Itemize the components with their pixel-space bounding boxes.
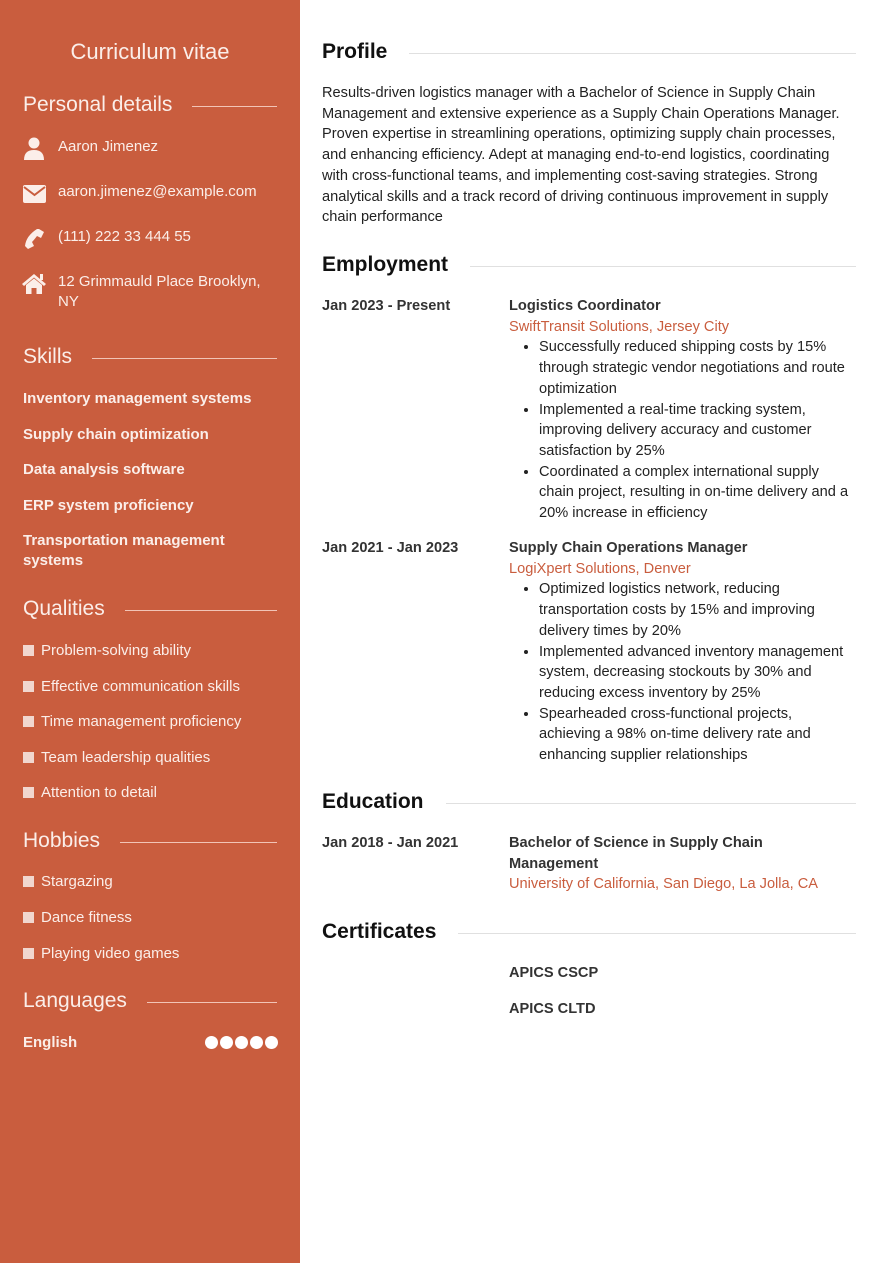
degree: Bachelor of Science in Supply Chain Management	[509, 835, 763, 872]
level-dot-icon	[250, 1036, 263, 1049]
achievement-list	[509, 337, 856, 523]
cv-title: Curriculum vitae	[70, 39, 230, 64]
quality-text: Attention to detail	[41, 784, 157, 801]
user-icon	[22, 137, 46, 161]
skill-item: Transportation management systems	[23, 532, 225, 569]
square-bullet-icon	[23, 645, 34, 656]
home-icon	[22, 272, 46, 296]
achievement-item: • Coordinated a complex international supply chain project, resulting in on-time delivery and a 20% increase in efficiency	[539, 462, 856, 524]
certificate-item: APICS CLTD	[509, 1001, 596, 1017]
profile-heading	[322, 40, 856, 64]
employment-body	[509, 296, 856, 524]
skill-item: Inventory management systems	[23, 390, 252, 407]
education-body	[509, 833, 819, 895]
sidebar	[0, 0, 300, 1263]
skill-item: Supply chain optimization	[23, 426, 209, 443]
certificates-heading	[322, 920, 856, 944]
heading-divider	[446, 803, 856, 804]
profile-heading-text: Profile	[322, 40, 388, 63]
job-title: Logistics Coordinator	[509, 298, 661, 314]
language-name: English	[23, 1034, 78, 1051]
skills-heading	[23, 345, 277, 369]
heading-divider	[125, 610, 277, 611]
quality-item	[23, 678, 240, 695]
language-item	[23, 1034, 278, 1051]
quality-text: Time management proficiency	[41, 713, 242, 730]
hobby-item	[23, 909, 132, 926]
square-bullet-icon	[23, 912, 34, 923]
envelope-icon	[22, 182, 46, 206]
heading-divider	[120, 842, 277, 843]
profile-summary: Results-driven logistics manager with a Bachelor of Science in Supply Chain Management and extensive experience as a Supply Chain Operations Manager. Proven expertise in streamlining operations, optimizing supply chain processes, and enhancing efficiency. Adept at managing end-to-end logistics, coordinating with cross-functional teams, and implementing cost-saving strategies. Strong analytical skills and a track record of driving continuous improvement in supply chain performance	[322, 85, 840, 226]
certificates-heading-text: Certificates	[322, 920, 437, 943]
hobby-text: Dance fitness	[41, 909, 132, 926]
education-heading-text: Education	[322, 790, 424, 813]
hobby-text: Playing video games	[41, 945, 180, 962]
phone-icon	[22, 227, 46, 251]
hobby-text: Stargazing	[41, 873, 113, 890]
square-bullet-icon	[23, 752, 34, 763]
hobbies-heading-text: Hobbies	[23, 829, 101, 852]
contact-address	[22, 272, 278, 312]
certificate-item: APICS CSCP	[509, 965, 599, 981]
contact-phone-text: (111) 222 33 444 55	[58, 228, 191, 245]
languages-heading-text: Languages	[23, 989, 127, 1012]
hobbies-heading	[23, 829, 277, 853]
quality-item	[23, 642, 191, 659]
quality-text: Team leadership qualities	[41, 749, 211, 766]
quality-item	[23, 749, 210, 766]
school: University of California, San Diego, La Jolla, CA	[509, 876, 819, 893]
hobby-item	[23, 945, 179, 962]
achievement-item: • Implemented a real-time tracking system, improving delivery accuracy and customer satisfaction by 25%	[539, 400, 856, 462]
achievement-item: • Implemented advanced inventory management system, decreasing stockouts by 30% and reducing excess inventory by 25%	[539, 642, 856, 704]
achievement-item: • Spearheaded cross-functional projects, achieving a 98% on-time delivery rate and enhancing supplier relationships	[539, 704, 856, 766]
education-date: Jan 2018 - Jan 2021	[322, 835, 459, 851]
languages-heading	[23, 989, 277, 1013]
heading-divider	[470, 266, 856, 267]
level-dot-icon	[265, 1036, 278, 1049]
education-heading	[322, 790, 856, 814]
contact-address-text: 12 Grimmauld Place Brooklyn, NY	[58, 273, 261, 310]
heading-divider	[409, 53, 856, 54]
square-bullet-icon	[23, 787, 34, 798]
square-bullet-icon	[23, 948, 34, 959]
square-bullet-icon	[23, 681, 34, 692]
employment-date: Jan 2023 - Present	[322, 298, 451, 314]
contact-name	[22, 137, 278, 161]
skill-item: ERP system proficiency	[23, 497, 194, 514]
contact-email-text[interactable]: aaron.jimenez@example.com	[58, 183, 257, 200]
contact-phone	[22, 227, 278, 251]
heading-divider	[147, 1002, 277, 1003]
achievement-item: • Optimized logistics network, reducing transportation costs by 15% and improving delivery times by 20%	[539, 579, 856, 641]
qualities-heading-text: Qualities	[23, 597, 105, 620]
level-dot-icon	[220, 1036, 233, 1049]
square-bullet-icon	[23, 876, 34, 887]
heading-divider	[458, 933, 856, 934]
contact-email	[22, 182, 278, 206]
skill-item: Data analysis software	[23, 461, 185, 478]
employment-heading-text: Employment	[322, 253, 449, 276]
heading-divider	[92, 358, 277, 359]
quality-text: Problem-solving ability	[41, 642, 192, 659]
achievement-item: • Successfully reduced shipping costs by 15% through strategic vendor negotiations and route optimization	[539, 337, 856, 399]
quality-text: Effective communication skills	[41, 678, 240, 695]
skills-heading-text: Skills	[23, 345, 73, 368]
employment-body	[509, 538, 856, 766]
level-dot-icon	[235, 1036, 248, 1049]
hobby-item	[23, 873, 113, 890]
qualities-heading	[23, 597, 277, 621]
employer: SwiftTransit Solutions, Jersey City	[509, 318, 730, 335]
contact-name-text: Aaron Jimenez	[58, 138, 159, 155]
job-title: Supply Chain Operations Manager	[509, 540, 748, 556]
personal-details-heading-text: Personal details	[23, 93, 173, 116]
employment-date: Jan 2021 - Jan 2023	[322, 540, 459, 556]
quality-item	[23, 713, 241, 730]
square-bullet-icon	[23, 716, 34, 727]
language-level-rating	[205, 1036, 278, 1049]
personal-details-heading	[23, 93, 277, 117]
quality-item	[23, 784, 157, 801]
heading-divider	[192, 106, 277, 107]
achievement-list	[509, 579, 856, 765]
employer: LogiXpert Solutions, Denver	[509, 560, 691, 577]
employment-heading	[322, 253, 856, 277]
level-dot-icon	[205, 1036, 218, 1049]
